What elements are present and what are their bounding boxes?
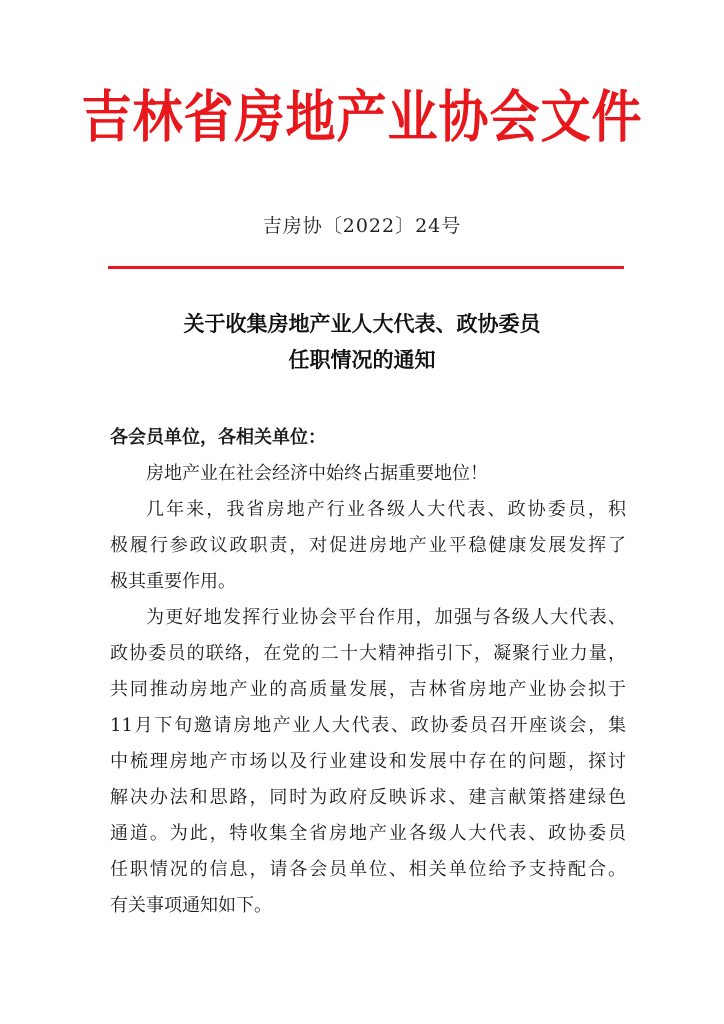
paragraph-3-line-8: 任职情况的信息，请各会员单位、相关单位给予支持配合。	[110, 859, 626, 880]
salutation: 各会员单位，各相关单位：	[110, 427, 326, 448]
paragraph-1-line-1: 房地产业在社会经济中始终占据重要地位！	[146, 463, 488, 484]
paragraph-3-line-2: 政协委员的联络，在党的二十大精神指引下，凝聚行业力量，	[110, 643, 626, 664]
paragraph-3-line-3: 共同推动房地产业的高质量发展，吉林省房地产业协会拟于	[110, 679, 626, 700]
notice-title-line-2: 任职情况的通知	[288, 347, 436, 372]
paragraph-3-line-6: 解决办法和思路，同时为政府反映诉求、建言献策搭建绿色	[110, 787, 626, 808]
paragraph-3-line-1: 为更好地发挥行业协会平台作用，加强与各级人大代表、	[146, 607, 626, 628]
notice-title-line-1: 关于收集房地产业人大代表、政协委员	[183, 311, 541, 336]
notice-title	[0, 306, 724, 378]
paragraph-2-line-1: 几年来，我省房地产行业各级人大代表、政协委员，积	[146, 499, 626, 520]
document-header-title: 吉林省房地产业协会文件	[81, 84, 643, 151]
red-divider-line	[108, 266, 624, 269]
paragraph-3-line-4: 11月下旬邀请房地产业人大代表、政协委员召开座谈会，集	[110, 715, 626, 736]
notice-body	[110, 420, 626, 924]
paragraph-3-line-9: 有关事项通知如下。	[110, 895, 272, 916]
paragraph-3-line-5: 中梳理房地产市场以及行业建设和发展中存在的问题，探讨	[110, 751, 626, 772]
document-number: 吉房协〔2022〕24号	[262, 215, 462, 237]
paragraph-3-line-7: 通道。为此，特收集全省房地产业各级人大代表、政协委员	[110, 823, 626, 844]
paragraph-2-line-3: 极其重要作用。	[110, 571, 236, 592]
paragraph-2-line-2: 极履行参政议政职责，对促进房地产业平稳健康发展发挥了	[110, 535, 626, 556]
